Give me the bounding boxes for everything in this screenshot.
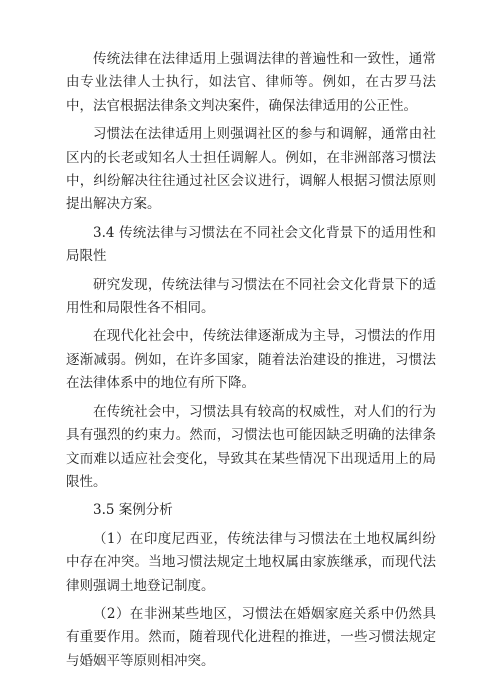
paragraph: 研究发现，传统法律与习惯法在不同社会文化背景下的适用性和局限性各不相同。	[66, 276, 436, 317]
paragraph: 传统法律在法律适用上强调法律的普遍性和一致性，通常由专业法律人士执行，如法官、律师等。例如，在古罗马法中，法官根据法律条文判决案件，确保法律适用的公正性。	[66, 51, 436, 114]
paragraph: （2）在非洲某些地区，习惯法在婚姻家庭关系中仍然具有重要作用。然而，随着现代化进程的推进，一些习惯法规定与婚姻平等原则相冲突。	[66, 605, 436, 669]
section-heading: 3.4 传统法律与习惯法在不同社会文化背景下的适用性和局限性	[66, 224, 436, 265]
paragraph: 习惯法在法律适用上则强调社区的参与和调解，通常由社区内的长老或知名人士担任调解人。例如，在非洲部落习惯法中，纠纷解决往往通过社区会议进行，调解人根据习惯法原则提出解决方案。	[66, 126, 436, 213]
paragraph: 在现代化社会中，传统法律逐渐成为主导，习惯法的作用逐渐减弱。例如，在许多国家，随着法治建设的推进，习惯法在法律体系中的地位有所下降。	[66, 328, 436, 392]
document-body	[66, 48, 436, 678]
section-heading: 3.5 案例分析	[93, 502, 173, 519]
paragraph: 在传统社会中，习惯法具有较高的权威性，对人们的行为具有强烈的约束力。然而，习惯法也可能因缺乏明确的法律条文而难以适应社会变化，导致其在某些情况下出现适用上的局限性。	[66, 403, 436, 490]
paragraph: （1）在印度尼西亚，传统法律与习惯法在土地权属纠纷中存在冲突。当地习惯法规定土地权属由家族继承，而现代法律则强调土地登记制度。	[66, 530, 436, 594]
